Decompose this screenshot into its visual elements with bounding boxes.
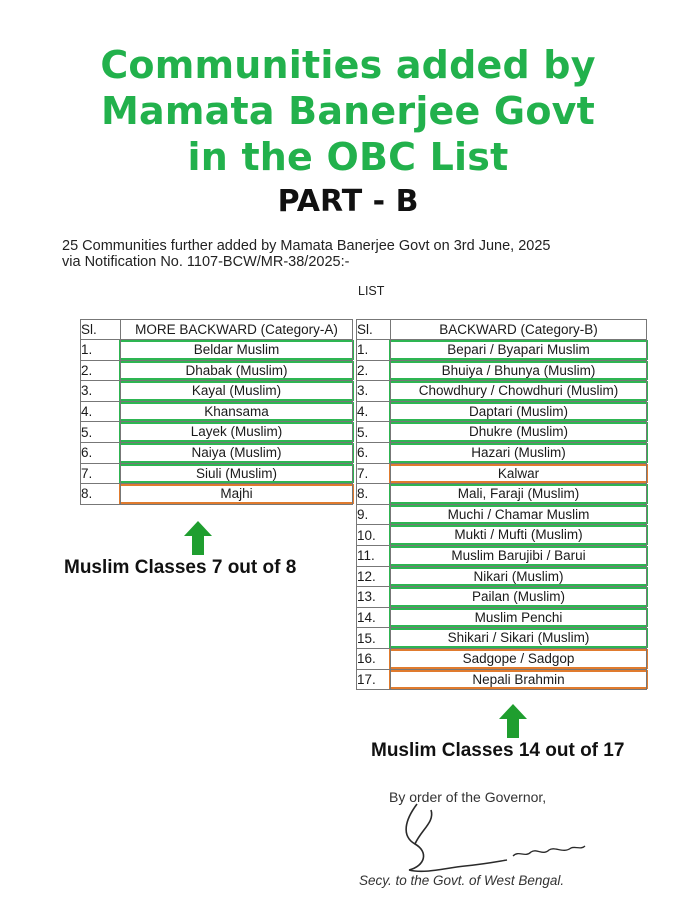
table-row (81, 463, 353, 484)
serial-number: 2. (357, 360, 391, 381)
table-row (357, 587, 647, 608)
serial-number: 16. (357, 648, 391, 669)
table-backward (356, 319, 647, 690)
community-cell (121, 401, 353, 422)
community-name-muslim: Bepari / Byapari Muslim (389, 340, 648, 360)
serial-number: 1. (81, 340, 121, 361)
community-name-muslim: Mali, Faraji (Muslim) (389, 484, 648, 504)
community-cell (391, 463, 647, 484)
serial-number: 12. (357, 566, 391, 587)
up-arrow-icon (499, 704, 527, 738)
handwritten-signature (395, 800, 595, 880)
serial-number: 8. (81, 484, 121, 505)
headline (0, 42, 696, 180)
community-name-muslim: Hazari (Muslim) (389, 443, 648, 463)
up-arrow-icon (184, 521, 212, 555)
community-cell (391, 669, 647, 690)
community-name-muslim: Dhukre (Muslim) (389, 422, 648, 442)
table-row (357, 607, 647, 628)
community-name-non-muslim: Kalwar (389, 464, 648, 484)
serial-number: 4. (357, 401, 391, 422)
table-row (81, 422, 353, 443)
community-name-muslim: Mukti / Mufti (Muslim) (389, 525, 648, 545)
community-name-muslim: Muslim Penchi (389, 608, 648, 628)
serial-number: 15. (357, 628, 391, 649)
community-name-muslim: Siuli (Muslim) (119, 464, 354, 484)
serial-number: 7. (81, 463, 121, 484)
list-label: LIST (358, 284, 385, 298)
part-label: PART - B (277, 184, 419, 219)
serial-number: 4. (81, 401, 121, 422)
community-cell (121, 442, 353, 463)
table-row (81, 484, 353, 505)
table-more-backward (80, 319, 353, 505)
table-row (81, 401, 353, 422)
headline-line-2: Mamata Banerjee Govt (101, 89, 595, 133)
community-name-muslim: Beldar Muslim (119, 340, 354, 360)
community-name-muslim: Pailan (Muslim) (389, 587, 648, 607)
community-cell (391, 628, 647, 649)
community-name-muslim: Muchi / Chamar Muslim (389, 505, 648, 525)
community-name-muslim: Kayal (Muslim) (119, 381, 354, 401)
community-cell (391, 360, 647, 381)
intro-line-1: 25 Communities further added by Mamata Banerjee Govt on 3rd June, 2025 (62, 238, 551, 254)
caption-category-b: Muslim Classes 14 out of 17 (371, 740, 625, 761)
serial-number: 8. (357, 484, 391, 505)
community-cell (391, 340, 647, 361)
community-cell (391, 607, 647, 628)
category-a-header: MORE BACKWARD (Category-A) (121, 320, 353, 340)
serial-number: 9. (357, 504, 391, 525)
table-header-row (357, 320, 647, 340)
community-cell (391, 587, 647, 608)
community-name-muslim: Layek (Muslim) (119, 422, 354, 442)
serial-number: 7. (357, 463, 391, 484)
caption-category-a: Muslim Classes 7 out of 8 (64, 557, 297, 578)
serial-number: 17. (357, 669, 391, 690)
serial-number: 6. (81, 442, 121, 463)
table-row (81, 381, 353, 402)
serial-number: 14. (357, 607, 391, 628)
serial-number: 5. (81, 422, 121, 443)
serial-number: 3. (357, 381, 391, 402)
community-name-muslim: Shikari / Sikari (Muslim) (389, 628, 648, 648)
community-cell (391, 422, 647, 443)
community-cell (391, 484, 647, 505)
table-row (357, 628, 647, 649)
community-cell (121, 340, 353, 361)
serial-number: 3. (81, 381, 121, 402)
community-cell (121, 422, 353, 443)
serial-number: 10. (357, 525, 391, 546)
table-row (357, 463, 647, 484)
serial-number: 11. (357, 545, 391, 566)
table-row (357, 484, 647, 505)
headline-line-3: in the OBC List (187, 135, 509, 179)
community-cell (391, 648, 647, 669)
serial-number: 13. (357, 587, 391, 608)
serial-number: 2. (81, 360, 121, 381)
community-cell (391, 525, 647, 546)
table-header-row (81, 320, 353, 340)
community-cell (121, 484, 353, 505)
table-row (357, 401, 647, 422)
serial-number: 6. (357, 442, 391, 463)
table-row (357, 422, 647, 443)
community-cell (391, 381, 647, 402)
intro-line-2: via Notification No. 1107-BCW/MR-38/2025:- (62, 254, 350, 270)
community-cell (391, 442, 647, 463)
community-name-muslim: Chowdhury / Chowdhuri (Muslim) (389, 381, 648, 401)
serial-number: 5. (357, 422, 391, 443)
community-name-muslim: Khansama (119, 402, 354, 422)
community-name-muslim: Daptari (Muslim) (389, 402, 648, 422)
table-row (357, 442, 647, 463)
table-row (357, 381, 647, 402)
table-row (81, 442, 353, 463)
community-name-non-muslim: Sadgope / Sadgop (389, 649, 648, 669)
order-line: By order of the Governor, (389, 789, 547, 805)
community-cell (391, 401, 647, 422)
community-name-muslim: Naiya (Muslim) (119, 443, 354, 463)
table-row (81, 340, 353, 361)
category-b-header: BACKWARD (Category-B) (391, 320, 647, 340)
secretary-line: Secy. to the Govt. of West Bengal. (359, 873, 565, 888)
table-row (357, 340, 647, 361)
table-row (357, 669, 647, 690)
community-cell (121, 360, 353, 381)
community-name-muslim: Bhuiya / Bhunya (Muslim) (389, 361, 648, 381)
community-cell (391, 566, 647, 587)
table-row (357, 360, 647, 381)
table-row (357, 648, 647, 669)
sl-header: Sl. (357, 320, 391, 340)
community-name-non-muslim: Majhi (119, 484, 354, 504)
intro-text (62, 238, 682, 270)
community-name-muslim: Muslim Barujibi / Barui (389, 546, 648, 566)
sl-header: Sl. (81, 320, 121, 340)
community-name-muslim: Dhabak (Muslim) (119, 361, 354, 381)
community-cell (121, 381, 353, 402)
community-cell (391, 545, 647, 566)
headline-line-1: Communities added by (100, 43, 596, 87)
table-row (357, 504, 647, 525)
community-name-non-muslim: Nepali Brahmin (389, 670, 648, 690)
table-row (357, 525, 647, 546)
community-name-muslim: Nikari (Muslim) (389, 567, 648, 587)
serial-number: 1. (357, 340, 391, 361)
community-cell (121, 463, 353, 484)
table-row (357, 566, 647, 587)
community-cell (391, 504, 647, 525)
table-row (357, 545, 647, 566)
table-row (81, 360, 353, 381)
